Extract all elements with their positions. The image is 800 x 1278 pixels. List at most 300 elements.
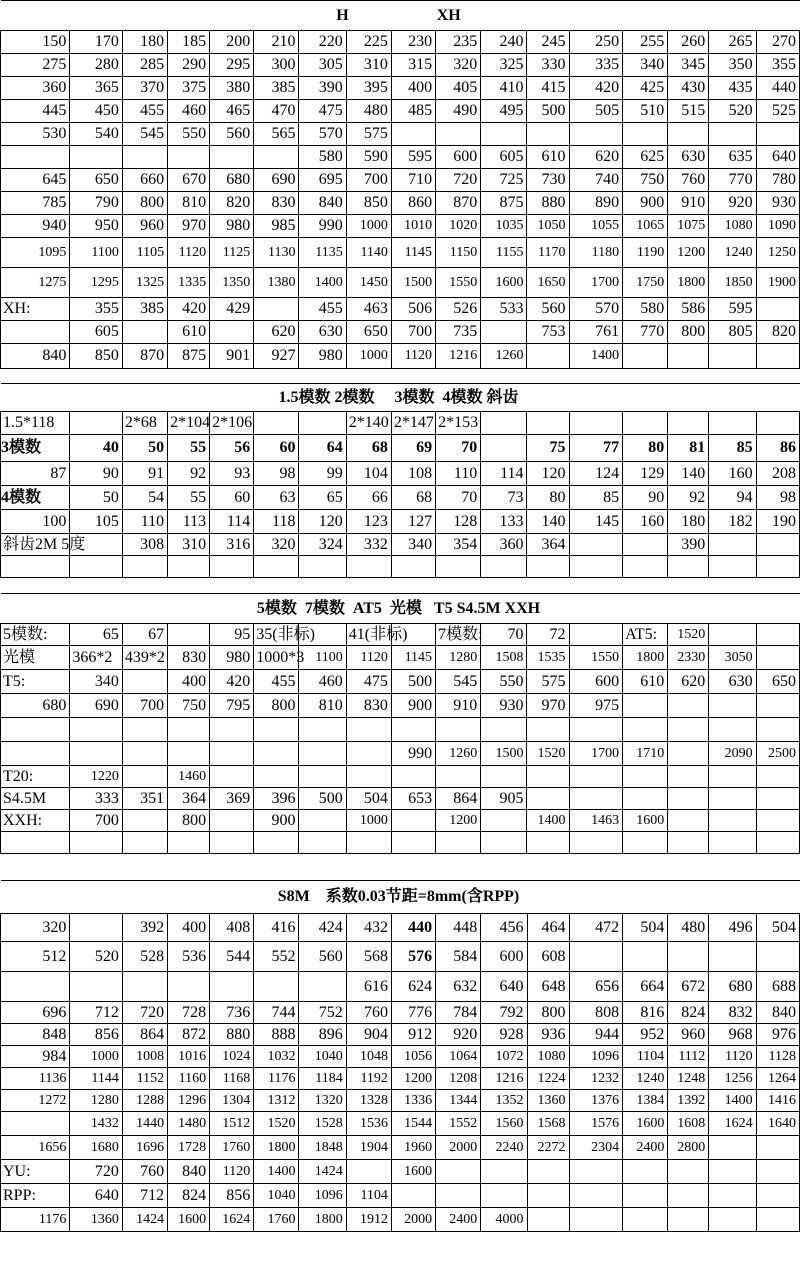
cell[interactable]: 944	[569, 1024, 623, 1046]
cell[interactable]: 780	[756, 169, 799, 192]
cell[interactable]: 784	[436, 1002, 481, 1024]
cell[interactable]: 308	[122, 534, 167, 556]
cell[interactable]: 2400	[436, 1208, 481, 1232]
cell[interactable]: 1232	[569, 1068, 623, 1090]
cell[interactable]: 630	[709, 670, 756, 694]
cell[interactable]: 761	[569, 321, 623, 344]
cell[interactable]: 1576	[569, 1112, 623, 1136]
cell[interactable]: 1240	[709, 238, 756, 268]
cell[interactable]	[668, 123, 709, 146]
cell[interactable]: 245	[527, 31, 569, 54]
cell[interactable]: 640	[756, 146, 799, 169]
cell[interactable]: 533	[481, 298, 527, 321]
cell[interactable]: 1352	[481, 1090, 527, 1112]
cell[interactable]: 280	[70, 54, 123, 77]
cell[interactable]: 610	[527, 146, 569, 169]
cell[interactable]: 2800	[668, 1136, 709, 1160]
cell[interactable]: 1180	[569, 238, 623, 268]
cell[interactable]: 475	[346, 670, 391, 694]
cell[interactable]: 133	[481, 510, 527, 534]
cell[interactable]: 1220	[70, 766, 123, 788]
cell[interactable]: 斜齿2M 5度	[1, 534, 70, 556]
cell[interactable]: 7模数:	[436, 624, 481, 646]
cell[interactable]: 1050	[527, 215, 569, 238]
cell[interactable]: 500	[391, 670, 435, 694]
cell[interactable]: 830	[168, 646, 210, 670]
cell[interactable]: 2*140	[346, 412, 391, 435]
cell[interactable]: 1200	[668, 238, 709, 268]
cell[interactable]: 2272	[527, 1136, 569, 1160]
cell[interactable]: 190	[756, 510, 799, 534]
cell[interactable]: 1400	[254, 1160, 299, 1184]
cell[interactable]: 728	[168, 1002, 210, 1024]
cell[interactable]: 1035	[481, 215, 527, 238]
cell[interactable]: 616	[346, 972, 391, 1002]
cell[interactable]	[569, 556, 623, 578]
cell[interactable]	[756, 1160, 799, 1184]
cell[interactable]	[623, 788, 668, 810]
cell[interactable]	[709, 624, 756, 646]
cell[interactable]: 1656	[1, 1136, 70, 1160]
cell[interactable]: 385	[254, 77, 299, 100]
cell[interactable]: 760	[346, 1002, 391, 1024]
cell[interactable]: 1000	[346, 344, 391, 369]
cell[interactable]: AT5:	[623, 624, 668, 646]
cell[interactable]: 650	[346, 321, 391, 344]
cell[interactable]	[668, 1208, 709, 1232]
cell[interactable]: S4.5M	[1, 788, 70, 810]
cell[interactable]	[436, 1160, 481, 1184]
cell[interactable]	[210, 556, 254, 578]
cell[interactable]: 712	[122, 1184, 167, 1208]
cell[interactable]: 1912	[346, 1208, 391, 1232]
cell[interactable]: 1260	[481, 344, 527, 369]
cell[interactable]: 570	[569, 298, 623, 321]
cell[interactable]: 952	[623, 1024, 668, 1046]
cell[interactable]: 700	[122, 694, 167, 718]
cell[interactable]	[481, 1184, 527, 1208]
cell[interactable]: 1416	[756, 1090, 799, 1112]
cell[interactable]	[436, 1184, 481, 1208]
cell[interactable]: 525	[756, 100, 799, 123]
cell[interactable]: 540	[70, 123, 123, 146]
cell[interactable]	[1, 718, 70, 742]
cell[interactable]: 506	[391, 298, 435, 321]
cell[interactable]: 1463	[569, 810, 623, 832]
cell[interactable]: 220	[299, 31, 346, 54]
cell[interactable]	[756, 788, 799, 810]
cell[interactable]: 99	[299, 462, 346, 486]
cell[interactable]: XXH:	[1, 810, 70, 832]
cell[interactable]: 93	[210, 462, 254, 486]
cell[interactable]: 1520	[668, 624, 709, 646]
cell[interactable]	[569, 1208, 623, 1232]
cell[interactable]: 325	[481, 54, 527, 77]
cell[interactable]	[623, 832, 668, 854]
cell[interactable]: 990	[299, 215, 346, 238]
cell[interactable]: 364	[168, 788, 210, 810]
cell[interactable]: 380	[210, 77, 254, 100]
cell[interactable]	[436, 832, 481, 854]
cell[interactable]: 1272	[1, 1090, 70, 1112]
cell[interactable]: 369	[210, 788, 254, 810]
cell[interactable]: 1096	[569, 1046, 623, 1068]
cell[interactable]: 1624	[210, 1208, 254, 1232]
cell[interactable]: 1650	[527, 268, 569, 298]
cell[interactable]	[623, 556, 668, 578]
cell[interactable]: 526	[436, 298, 481, 321]
cell[interactable]: 113	[168, 510, 210, 534]
cell[interactable]: 504	[756, 914, 799, 942]
cell[interactable]: 625	[623, 146, 668, 169]
cell[interactable]: 1168	[210, 1068, 254, 1090]
cell[interactable]: 570	[299, 123, 346, 146]
cell[interactable]: 680	[709, 972, 756, 1002]
cell[interactable]	[210, 718, 254, 742]
cell[interactable]	[756, 810, 799, 832]
cell[interactable]: 390	[668, 534, 709, 556]
cell[interactable]: 1155	[481, 238, 527, 268]
cell[interactable]	[623, 1184, 668, 1208]
cell[interactable]: 330	[527, 54, 569, 77]
cell[interactable]	[668, 832, 709, 854]
cell[interactable]: 890	[569, 192, 623, 215]
cell[interactable]: 1500	[391, 268, 435, 298]
cell[interactable]: 68	[346, 435, 391, 462]
cell[interactable]: 712	[70, 1002, 123, 1024]
cell[interactable]: 1064	[436, 1046, 481, 1068]
cell[interactable]: 840	[299, 192, 346, 215]
cell[interactable]	[122, 321, 167, 344]
cell[interactable]: 424	[299, 914, 346, 942]
cell[interactable]: 355	[756, 54, 799, 77]
cell[interactable]	[168, 832, 210, 854]
cell[interactable]: 870	[122, 344, 167, 369]
cell[interactable]: 520	[70, 942, 123, 972]
cell[interactable]: 240	[481, 31, 527, 54]
cell[interactable]: 92	[668, 486, 709, 510]
cell[interactable]	[122, 670, 167, 694]
cell[interactable]: 504	[623, 914, 668, 942]
cell[interactable]: 1325	[122, 268, 167, 298]
cell[interactable]: 970	[527, 694, 569, 718]
cell[interactable]: 56	[210, 435, 254, 462]
cell[interactable]: 1600	[168, 1208, 210, 1232]
cell[interactable]: 1335	[168, 268, 210, 298]
cell[interactable]	[668, 694, 709, 718]
cell[interactable]: 140	[527, 510, 569, 534]
cell[interactable]	[70, 412, 123, 435]
cell[interactable]: 435	[709, 77, 756, 100]
cell[interactable]: 640	[481, 972, 527, 1002]
cell[interactable]: 900	[391, 694, 435, 718]
cell[interactable]: 545	[122, 123, 167, 146]
cell[interactable]: 1200	[391, 1068, 435, 1090]
cell[interactable]	[527, 766, 569, 788]
cell[interactable]: 680	[1, 694, 70, 718]
cell[interactable]: 1176	[1, 1208, 70, 1232]
cell[interactable]: 1336	[391, 1090, 435, 1112]
cell[interactable]: 450	[70, 100, 123, 123]
cell[interactable]: 2000	[391, 1208, 435, 1232]
cell[interactable]: 160	[709, 462, 756, 486]
cell[interactable]	[623, 123, 668, 146]
cell[interactable]: 1360	[70, 1208, 123, 1232]
cell[interactable]: 140	[668, 462, 709, 486]
cell[interactable]: 1440	[122, 1112, 167, 1136]
cell[interactable]: 656	[569, 972, 623, 1002]
cell[interactable]: 600	[436, 146, 481, 169]
cell[interactable]: 124	[569, 462, 623, 486]
cell[interactable]: 552	[254, 942, 299, 972]
cell[interactable]: 90	[623, 486, 668, 510]
cell[interactable]: 1216	[436, 344, 481, 369]
cell[interactable]: 1104	[623, 1046, 668, 1068]
cell[interactable]	[481, 766, 527, 788]
cell[interactable]: 512	[1, 942, 70, 972]
cell[interactable]	[709, 556, 756, 578]
cell[interactable]	[1, 1112, 70, 1136]
cell[interactable]	[122, 556, 167, 578]
cell[interactable]: 320	[436, 54, 481, 77]
cell[interactable]: 1056	[391, 1046, 435, 1068]
cell[interactable]: 565	[254, 123, 299, 146]
cell[interactable]: 345	[668, 54, 709, 77]
cell[interactable]: 580	[299, 146, 346, 169]
cell[interactable]: 1528	[299, 1112, 346, 1136]
cell[interactable]: 104	[346, 462, 391, 486]
cell[interactable]: 848	[1, 1024, 70, 1046]
cell[interactable]: 980	[210, 215, 254, 238]
cell[interactable]: 880	[210, 1024, 254, 1046]
cell[interactable]	[569, 412, 623, 435]
cell[interactable]: 650	[756, 670, 799, 694]
cell[interactable]: 1000	[70, 1046, 123, 1068]
cell[interactable]: 896	[299, 1024, 346, 1046]
cell[interactable]: 500	[527, 100, 569, 123]
cell[interactable]	[668, 1160, 709, 1184]
cell[interactable]: 1295	[70, 268, 123, 298]
cell[interactable]: 872	[168, 1024, 210, 1046]
cell[interactable]	[668, 1184, 709, 1208]
cell[interactable]: 425	[623, 77, 668, 100]
cell[interactable]: 1424	[122, 1208, 167, 1232]
cell[interactable]: 100	[1, 510, 70, 534]
cell[interactable]: 129	[623, 462, 668, 486]
cell[interactable]: 605	[70, 321, 123, 344]
cell[interactable]	[756, 942, 799, 972]
cell[interactable]: 568	[346, 942, 391, 972]
cell[interactable]: 875	[481, 192, 527, 215]
cell[interactable]: 370	[122, 77, 167, 100]
cell[interactable]: 420	[210, 670, 254, 694]
cell[interactable]: 912	[391, 1024, 435, 1046]
cell[interactable]: 360	[1, 77, 70, 100]
cell[interactable]	[756, 1208, 799, 1232]
cell[interactable]: 545	[436, 670, 481, 694]
cell[interactable]: 560	[210, 123, 254, 146]
cell[interactable]: 1040	[254, 1184, 299, 1208]
cell[interactable]: 635	[709, 146, 756, 169]
cell[interactable]: 800	[254, 694, 299, 718]
cell[interactable]	[346, 742, 391, 766]
cell[interactable]: 255	[623, 31, 668, 54]
cell[interactable]	[481, 832, 527, 854]
cell[interactable]	[756, 766, 799, 788]
cell[interactable]: 67	[122, 624, 167, 646]
cell[interactable]: 1560	[481, 1112, 527, 1136]
cell[interactable]	[756, 298, 799, 321]
cell[interactable]: 820	[210, 192, 254, 215]
cell[interactable]	[623, 1160, 668, 1184]
cell[interactable]	[623, 766, 668, 788]
cell[interactable]	[481, 412, 527, 435]
cell[interactable]: 354	[436, 534, 481, 556]
cell[interactable]: 1600	[481, 268, 527, 298]
cell[interactable]: 990	[391, 742, 435, 766]
cell[interactable]: 610	[623, 670, 668, 694]
cell[interactable]: 920	[436, 1024, 481, 1046]
cell[interactable]: 950	[70, 215, 123, 238]
cell[interactable]: 744	[254, 1002, 299, 1024]
cell[interactable]	[70, 146, 123, 169]
cell[interactable]: 92	[168, 462, 210, 486]
cell[interactable]: 584	[436, 942, 481, 972]
cell[interactable]	[569, 788, 623, 810]
cell[interactable]	[299, 412, 346, 435]
cell[interactable]: 600	[569, 670, 623, 694]
cell[interactable]: 340	[70, 670, 123, 694]
cell[interactable]: 1544	[391, 1112, 435, 1136]
cell[interactable]	[70, 742, 123, 766]
cell[interactable]: 1350	[210, 268, 254, 298]
cell[interactable]: 1120	[391, 344, 435, 369]
cell[interactable]: 2000	[436, 1136, 481, 1160]
cell[interactable]: 208	[756, 462, 799, 486]
cell[interactable]: 1216	[481, 1068, 527, 1090]
cell[interactable]: 575	[346, 123, 391, 146]
cell[interactable]: 910	[668, 192, 709, 215]
cell[interactable]: 1176	[254, 1068, 299, 1090]
cell[interactable]: 456	[481, 914, 527, 942]
cell[interactable]: 1800	[299, 1208, 346, 1232]
cell[interactable]: 888	[254, 1024, 299, 1046]
cell[interactable]	[299, 556, 346, 578]
cell[interactable]: 87	[1, 462, 70, 486]
cell[interactable]: 1624	[709, 1112, 756, 1136]
cell[interactable]: 1280	[70, 1090, 123, 1112]
cell[interactable]: 901	[210, 344, 254, 369]
cell[interactable]: 984	[1, 1046, 70, 1068]
cell[interactable]: 70	[436, 486, 481, 510]
cell[interactable]: 927	[254, 344, 299, 369]
cell[interactable]	[623, 534, 668, 556]
cell[interactable]: 1075	[668, 215, 709, 238]
cell[interactable]: 1145	[391, 646, 435, 670]
cell[interactable]: 285	[122, 54, 167, 77]
cell[interactable]: 416	[254, 914, 299, 942]
cell[interactable]: 1850	[709, 268, 756, 298]
cell[interactable]: 550	[481, 670, 527, 694]
cell[interactable]: 575	[527, 670, 569, 694]
cell[interactable]: 1008	[122, 1046, 167, 1068]
cell[interactable]: 688	[756, 972, 799, 1002]
cell[interactable]: 730	[527, 169, 569, 192]
cell[interactable]	[346, 766, 391, 788]
cell[interactable]: 1800	[254, 1136, 299, 1160]
cell[interactable]: 1600	[623, 810, 668, 832]
cell[interactable]: 850	[346, 192, 391, 215]
cell[interactable]	[168, 146, 210, 169]
cell[interactable]: 70	[481, 624, 527, 646]
cell[interactable]: 90	[70, 462, 123, 486]
cell[interactable]: 335	[569, 54, 623, 77]
cell[interactable]: 1136	[1, 1068, 70, 1090]
cell[interactable]: 77	[569, 435, 623, 462]
cell[interactable]	[254, 766, 299, 788]
cell[interactable]: 445	[1, 100, 70, 123]
cell[interactable]: 1145	[391, 238, 435, 268]
cell[interactable]	[391, 1184, 435, 1208]
cell[interactable]: 1568	[527, 1112, 569, 1136]
cell[interactable]	[756, 624, 799, 646]
cell[interactable]: 1208	[436, 1068, 481, 1090]
cell[interactable]: 1120	[709, 1046, 756, 1068]
cell[interactable]: 800	[168, 810, 210, 832]
cell[interactable]	[709, 788, 756, 810]
cell[interactable]	[668, 718, 709, 742]
cell[interactable]: 110	[122, 510, 167, 534]
cell[interactable]: 110	[436, 462, 481, 486]
cell[interactable]: 1105	[122, 238, 167, 268]
cell[interactable]: 95	[210, 624, 254, 646]
cell[interactable]: 480	[346, 100, 391, 123]
cell[interactable]: 928	[481, 1024, 527, 1046]
cell[interactable]	[1, 972, 70, 1002]
cell[interactable]: 560	[527, 298, 569, 321]
cell[interactable]: 1728	[168, 1136, 210, 1160]
cell[interactable]: 114	[481, 462, 527, 486]
cell[interactable]: 429	[210, 298, 254, 321]
cell[interactable]	[1, 742, 70, 766]
cell[interactable]: 392	[122, 914, 167, 942]
cell[interactable]	[210, 972, 254, 1002]
cell[interactable]: 930	[481, 694, 527, 718]
cell[interactable]: 385	[122, 298, 167, 321]
cell[interactable]: 1550	[436, 268, 481, 298]
cell[interactable]	[527, 412, 569, 435]
cell[interactable]: 624	[391, 972, 435, 1002]
cell[interactable]: 920	[709, 192, 756, 215]
cell[interactable]: 1144	[70, 1068, 123, 1090]
cell[interactable]: 465	[210, 100, 254, 123]
cell[interactable]: 1072	[481, 1046, 527, 1068]
cell[interactable]	[756, 534, 799, 556]
cell[interactable]: 420	[569, 77, 623, 100]
cell[interactable]: 1424	[299, 1160, 346, 1184]
cell[interactable]	[709, 718, 756, 742]
cell[interactable]	[391, 766, 435, 788]
cell[interactable]: 800	[122, 192, 167, 215]
cell[interactable]: 60	[210, 486, 254, 510]
cell[interactable]	[756, 123, 799, 146]
cell[interactable]: 880	[527, 192, 569, 215]
cell[interactable]: 300	[254, 54, 299, 77]
cell[interactable]: 1450	[346, 268, 391, 298]
cell[interactable]: 1152	[122, 1068, 167, 1090]
cell[interactable]	[756, 832, 799, 854]
cell[interactable]: 1900	[756, 268, 799, 298]
